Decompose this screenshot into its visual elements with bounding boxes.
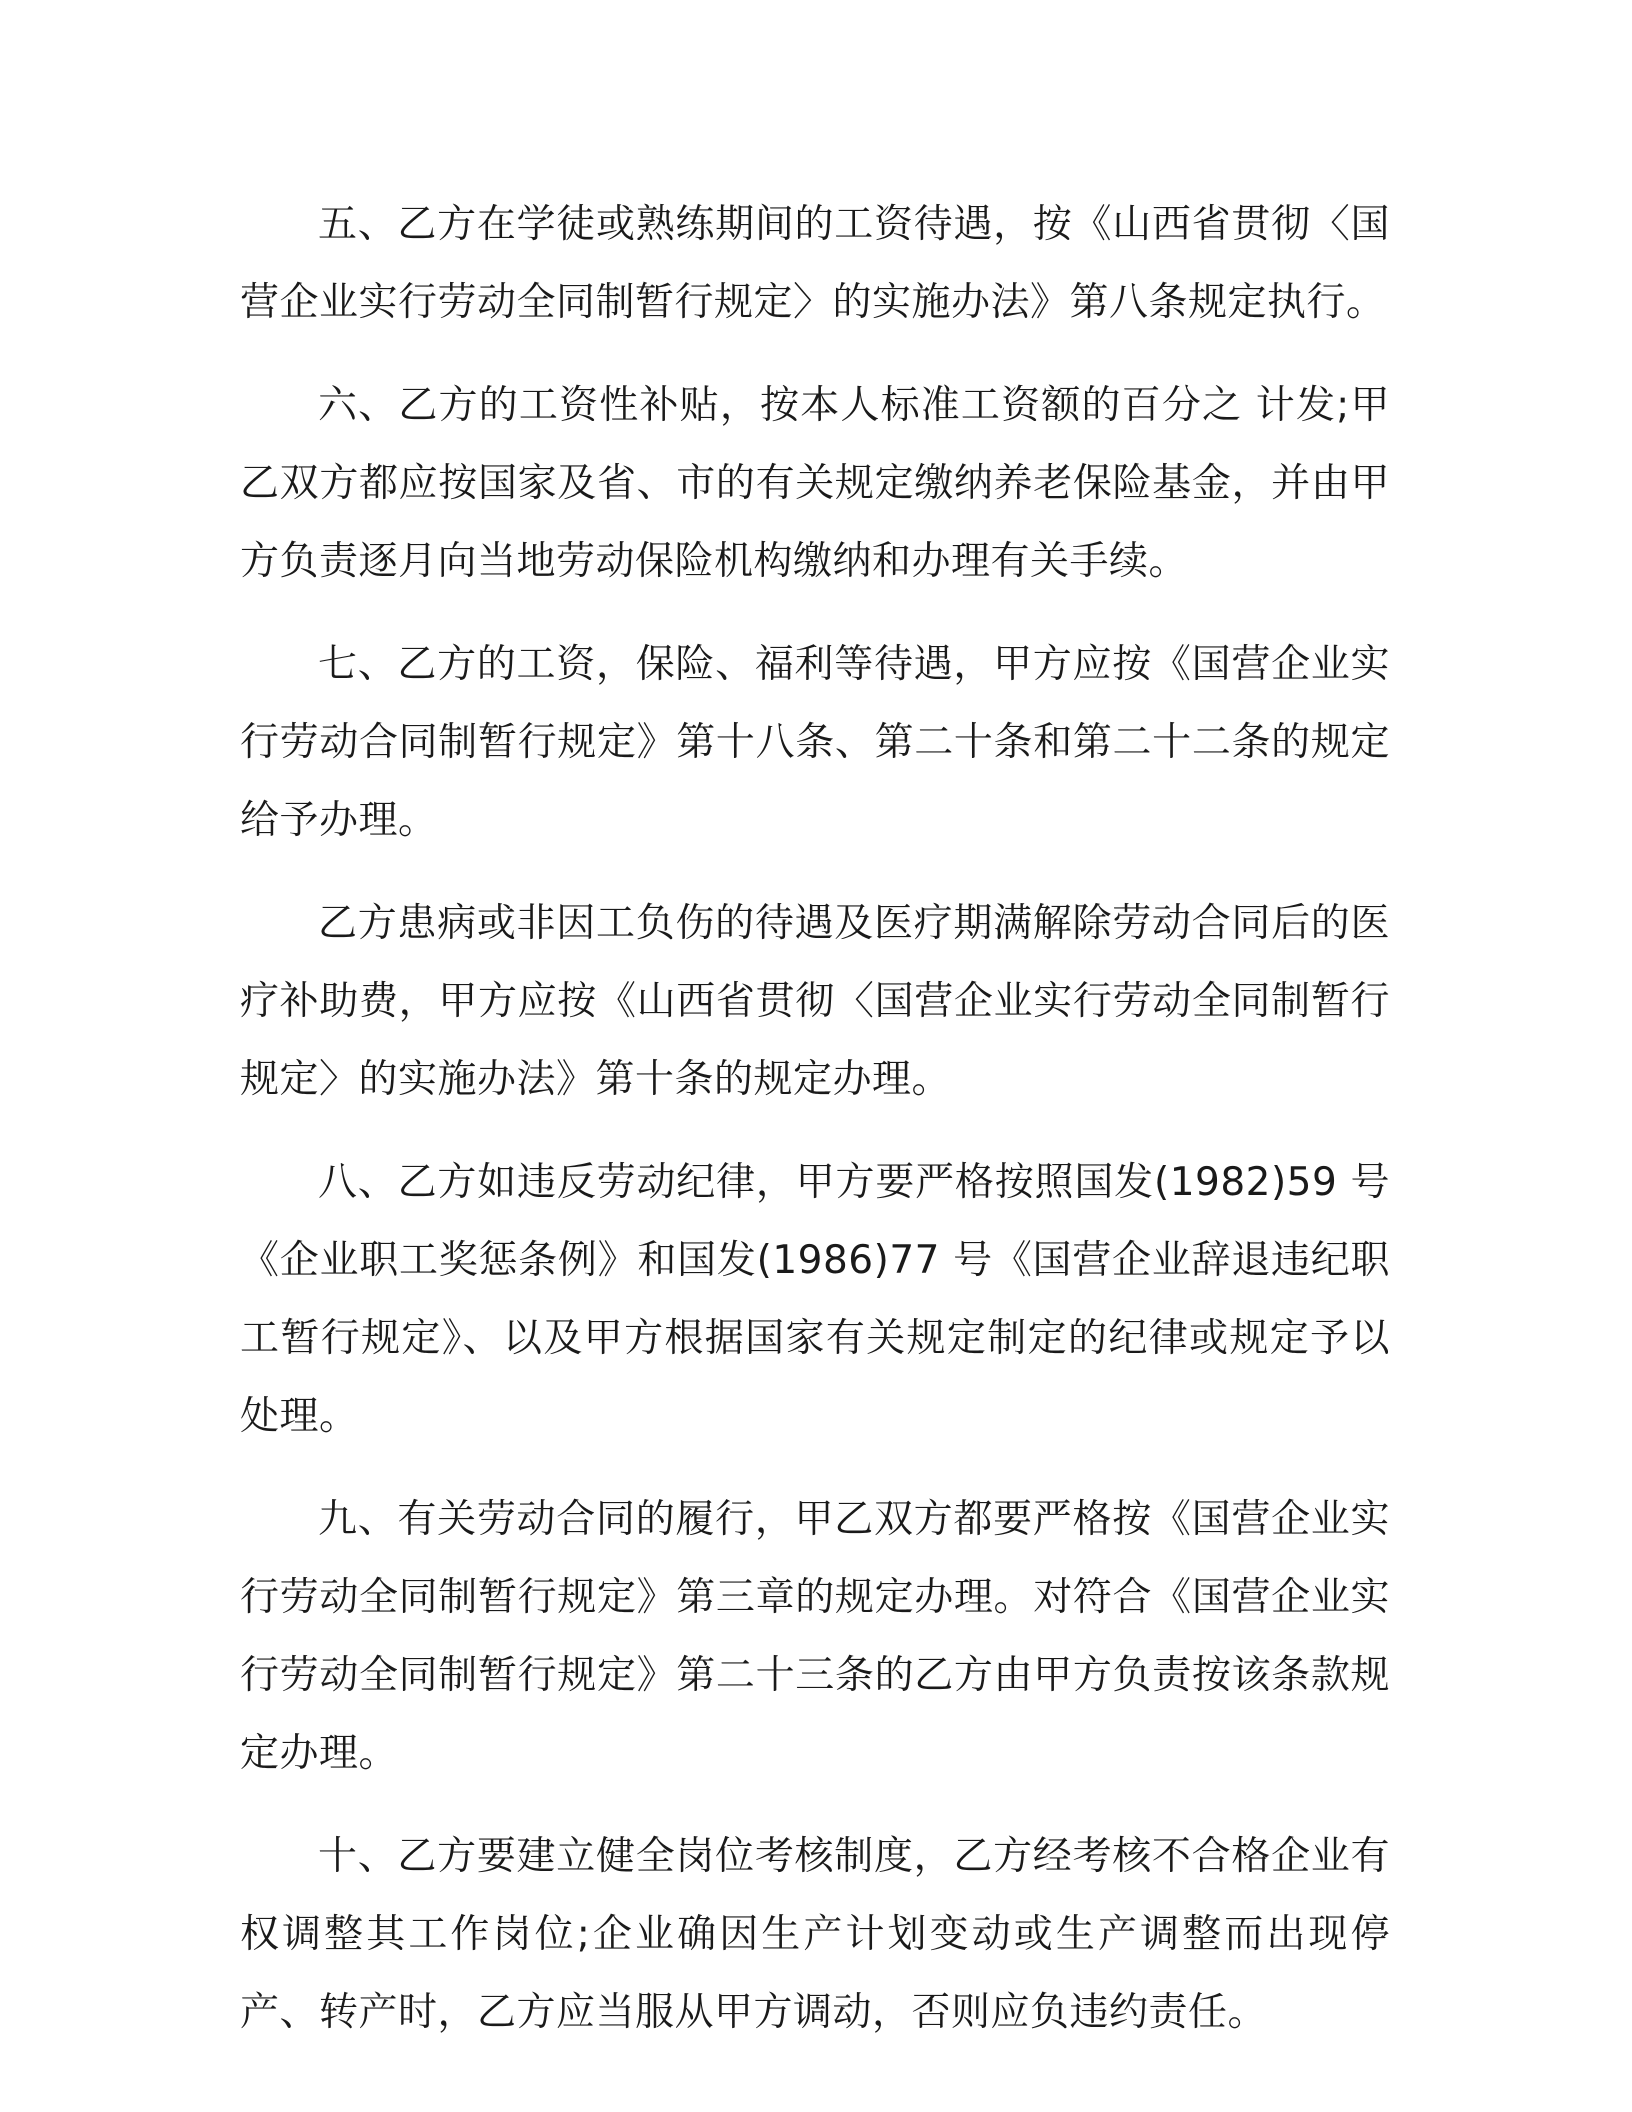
document-body <box>240 186 1390 2077</box>
paragraph-article-10: 十、乙方要建立健全岗位考核制度，乙方经考核不合格企业有权调整其工作岗位;企业确因生产计划变动或生产调整而出现停产、转产时，乙方应当服从甲方调动，否则应负违约责任。 <box>240 1834 1390 2035</box>
paragraph-article-8: 八、乙方如违反劳动纪律，甲方要严格按照国发(1982)59 号《企业职工奖惩条例》和国发(1986)77 号《国营企业辞退违纪职工暂行规定》、以及甲方根据国家有关规定制定的纪律或规定予以处理。 <box>240 1160 1390 1439</box>
paragraph-article-9: 九、有关劳动合同的履行，甲乙双方都要严格按《国营企业实行劳动全同制暂行规定》第三章的规定办理。对符合《国营企业实行劳动全同制暂行规定》第二十三条的乙方由甲方负责按该条款规定办理。 <box>240 1497 1390 1776</box>
paragraph-article-6: 六、乙方的工资性补贴，按本人标准工资额的百分之 计发;甲乙双方都应按国家及省、市的有关规定缴纳养老保险基金，并由甲方负责逐月向当地劳动保险机构缴纳和办理有关手续。 <box>240 383 1390 584</box>
paragraph-article-7: 七、乙方的工资，保险、福利等待遇，甲方应按《国营企业实行劳动合同制暂行规定》第十八条、第二十条和第二十二条的规定给予办理。 <box>240 642 1390 843</box>
paragraph-article-7-supplement: 乙方患病或非因工负伤的待遇及医疗期满解除劳动合同后的医疗补助费，甲方应按《山西省贯彻〈国营企业实行劳动全同制暂行规定〉的实施办法》第十条的规定办理。 <box>240 901 1390 1102</box>
paragraph-article-5: 五、乙方在学徒或熟练期间的工资待遇，按《山西省贯彻〈国营企业实行劳动全同制暂行规定〉的实施办法》第八条规定执行。 <box>240 202 1390 325</box>
